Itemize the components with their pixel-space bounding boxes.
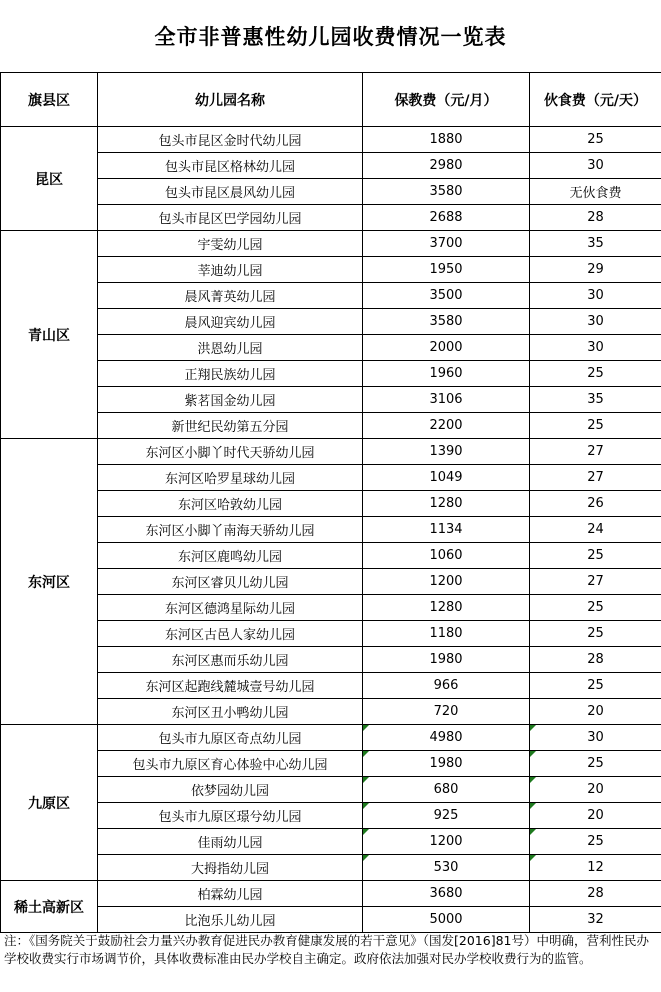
- meal-cell: 35: [530, 387, 661, 413]
- name-cell: 莘迪幼儿园: [98, 257, 363, 283]
- meal-cell: 25: [530, 751, 661, 777]
- tuition-cell: 720: [363, 699, 530, 725]
- tuition-cell: 3700: [363, 231, 530, 257]
- name-cell: 晨风迎宾幼儿园: [98, 309, 363, 335]
- name-cell: 包头市昆区格林幼儿园: [98, 153, 363, 179]
- header-meal: 伙食费（元/天）: [530, 73, 661, 127]
- name-cell: 正翔民族幼儿园: [98, 361, 363, 387]
- footnote: 注：《国务院关于鼓励社会力量兴办教育促进民办教育健康发展的若干意见》（国发[2016]81号）中明确，营利性民办学校收费实行市场调节价，具体收费标准由民办学校自主确定。政府依法加强对民办学校收费行为的监管。: [4, 933, 649, 966]
- name-cell: 东河区哈敦幼儿园: [98, 491, 363, 517]
- district-cell: 稀土高新区: [1, 881, 98, 933]
- name-cell: 包头市昆区晨风幼儿园: [98, 179, 363, 205]
- name-cell: 东河区德鸿星际幼儿园: [98, 595, 363, 621]
- meal-cell: 25: [530, 829, 661, 855]
- table-row: [1, 595, 661, 621]
- table-row: [1, 231, 661, 257]
- header-name: 幼儿园名称: [98, 73, 363, 127]
- name-cell: 佳雨幼儿园: [98, 829, 363, 855]
- table-row: [1, 543, 661, 569]
- name-cell: 比泡乐儿幼儿园: [98, 907, 363, 933]
- tuition-cell: 680: [363, 777, 530, 803]
- name-cell: 东河区起跑线麓城壹号幼儿园: [98, 673, 363, 699]
- meal-cell: 35: [530, 231, 661, 257]
- tuition-cell: 1950: [363, 257, 530, 283]
- table-row: [1, 465, 661, 491]
- table-row: [1, 829, 661, 855]
- table-row: [1, 309, 661, 335]
- tuition-cell: 3580: [363, 179, 530, 205]
- header-district: 旗县区: [1, 73, 98, 127]
- meal-cell: 25: [530, 361, 661, 387]
- table-row: [1, 751, 661, 777]
- meal-cell: 27: [530, 569, 661, 595]
- meal-cell: 30: [530, 335, 661, 361]
- name-cell: 包头市九原区璟兮幼儿园: [98, 803, 363, 829]
- table-row: [1, 569, 661, 595]
- district-cell: 青山区: [1, 231, 98, 439]
- name-cell: 包头市昆区金时代幼儿园: [98, 127, 363, 153]
- meal-cell: 30: [530, 153, 661, 179]
- meal-cell: 20: [530, 803, 661, 829]
- tuition-cell: 530: [363, 855, 530, 881]
- table-row: [1, 647, 661, 673]
- tuition-cell: 1134: [363, 517, 530, 543]
- tuition-cell: 1200: [363, 829, 530, 855]
- district-cell: 东河区: [1, 439, 98, 725]
- meal-cell: 30: [530, 283, 661, 309]
- meal-cell: 30: [530, 309, 661, 335]
- meal-cell: 20: [530, 699, 661, 725]
- tuition-cell: 1180: [363, 621, 530, 647]
- fee-table: [0, 72, 661, 933]
- meal-cell: 32: [530, 907, 661, 933]
- name-cell: 东河区惠而乐幼儿园: [98, 647, 363, 673]
- table-row: [1, 777, 661, 803]
- district-cell: 九原区: [1, 725, 98, 881]
- tuition-cell: 1980: [363, 751, 530, 777]
- table-row: [1, 439, 661, 465]
- meal-cell: 无伙食费: [530, 179, 661, 205]
- table-row: [1, 881, 661, 907]
- table-row: [1, 205, 661, 231]
- name-cell: 东河区小脚丫南海天骄幼儿园: [98, 517, 363, 543]
- meal-cell: 28: [530, 647, 661, 673]
- tuition-cell: 1960: [363, 361, 530, 387]
- tuition-cell: 3680: [363, 881, 530, 907]
- meal-cell: 27: [530, 465, 661, 491]
- tuition-cell: 2200: [363, 413, 530, 439]
- meal-cell: 30: [530, 725, 661, 751]
- tuition-cell: 1280: [363, 491, 530, 517]
- name-cell: 东河区睿贝儿幼儿园: [98, 569, 363, 595]
- name-cell: 东河区古邑人家幼儿园: [98, 621, 363, 647]
- tuition-cell: 925: [363, 803, 530, 829]
- table-row: [1, 179, 661, 205]
- tuition-cell: 2000: [363, 335, 530, 361]
- name-cell: 包头市昆区巴学园幼儿园: [98, 205, 363, 231]
- tuition-cell: 1200: [363, 569, 530, 595]
- table-row: [1, 803, 661, 829]
- sheet-title: 全市非普惠性幼儿园收费情况一览表: [154, 25, 507, 49]
- meal-cell: 25: [530, 413, 661, 439]
- name-cell: 大拇指幼儿园: [98, 855, 363, 881]
- tuition-cell: 5000: [363, 907, 530, 933]
- district-cell: 昆区: [1, 127, 98, 231]
- table-row: [1, 127, 661, 153]
- meal-cell: 12: [530, 855, 661, 881]
- tuition-cell: 3580: [363, 309, 530, 335]
- tuition-cell: 966: [363, 673, 530, 699]
- table-row: [1, 335, 661, 361]
- table-row: [1, 153, 661, 179]
- table-row: [1, 257, 661, 283]
- meal-cell: 28: [530, 881, 661, 907]
- meal-cell: 28: [530, 205, 661, 231]
- table-row: [1, 621, 661, 647]
- table-row: [1, 491, 661, 517]
- name-cell: 包头市九原区育心体验中心幼儿园: [98, 751, 363, 777]
- name-cell: 洪恩幼儿园: [98, 335, 363, 361]
- meal-cell: 27: [530, 439, 661, 465]
- header-tuition: 保教费（元/月）: [363, 73, 530, 127]
- tuition-cell: 1980: [363, 647, 530, 673]
- name-cell: 紫茗国金幼儿园: [98, 387, 363, 413]
- meal-cell: 25: [530, 673, 661, 699]
- tuition-cell: 1390: [363, 439, 530, 465]
- name-cell: 东河区鹿鸣幼儿园: [98, 543, 363, 569]
- name-cell: 包头市九原区奇点幼儿园: [98, 725, 363, 751]
- table-row: [1, 283, 661, 309]
- tuition-cell: 3106: [363, 387, 530, 413]
- meal-cell: 29: [530, 257, 661, 283]
- name-cell: 依梦园幼儿园: [98, 777, 363, 803]
- table-row: [1, 699, 661, 725]
- name-cell: 柏霖幼儿园: [98, 881, 363, 907]
- tuition-cell: 4980: [363, 725, 530, 751]
- header-row: [1, 73, 661, 127]
- tuition-cell: 1880: [363, 127, 530, 153]
- name-cell: 东河区小脚丫时代天骄幼儿园: [98, 439, 363, 465]
- name-cell: 晨风菁英幼儿园: [98, 283, 363, 309]
- meal-cell: 25: [530, 595, 661, 621]
- table-row: [1, 855, 661, 881]
- table-row: [1, 725, 661, 751]
- name-cell: 东河区哈罗星球幼儿园: [98, 465, 363, 491]
- tuition-cell: 2688: [363, 205, 530, 231]
- fee-table-body: [1, 127, 661, 933]
- table-row: [1, 413, 661, 439]
- name-cell: 新世纪民幼第五分园: [98, 413, 363, 439]
- meal-cell: 25: [530, 543, 661, 569]
- table-row: [1, 361, 661, 387]
- meal-cell: 25: [530, 127, 661, 153]
- table-row: [1, 673, 661, 699]
- tuition-cell: 1060: [363, 543, 530, 569]
- name-cell: 东河区丑小鸭幼儿园: [98, 699, 363, 725]
- tuition-cell: 3500: [363, 283, 530, 309]
- table-row: [1, 387, 661, 413]
- table-row: [1, 517, 661, 543]
- meal-cell: 20: [530, 777, 661, 803]
- meal-cell: 25: [530, 621, 661, 647]
- name-cell: 宇雯幼儿园: [98, 231, 363, 257]
- tuition-cell: 1049: [363, 465, 530, 491]
- table-row: [1, 907, 661, 933]
- tuition-cell: 2980: [363, 153, 530, 179]
- tuition-cell: 1280: [363, 595, 530, 621]
- meal-cell: 24: [530, 517, 661, 543]
- meal-cell: 26: [530, 491, 661, 517]
